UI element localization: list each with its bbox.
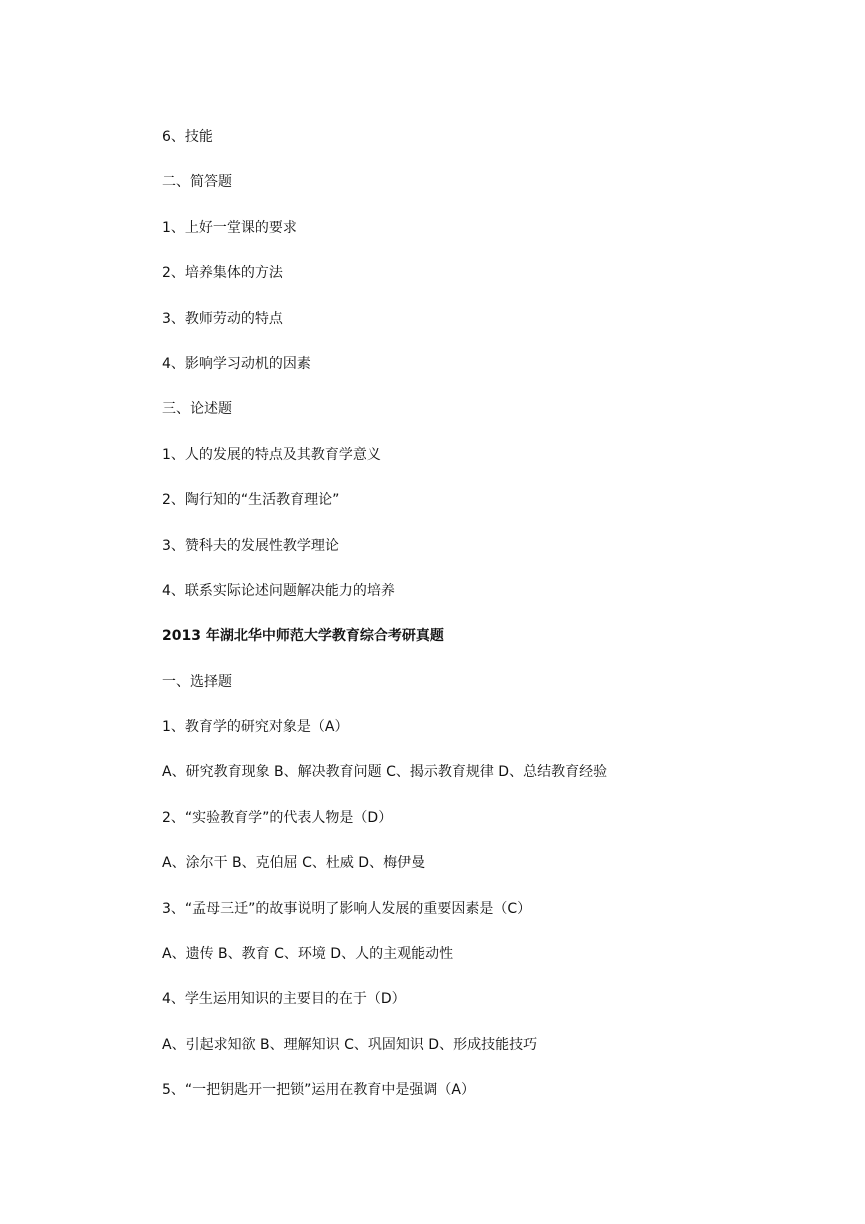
choice-options-1: A、研究教育现象 B、解决教育问题 C、揭示教育规律 D、总结教育经验	[162, 764, 608, 781]
text-line-question-3: 3、教师劳动的特点	[162, 310, 283, 327]
text-line-item-6: 6、技能	[162, 129, 213, 145]
text-line-question-2: 2、培养集体的方法	[162, 265, 283, 282]
section-heading-multiple-choice: 一、选择题	[162, 673, 232, 690]
text-line-essay-4: 4、联系实际论述问题解决能力的培养	[162, 582, 395, 599]
section-heading-short-answer: 二、简答题	[162, 174, 232, 191]
choice-options-3: A、遗传 B、教育 C、环境 D、人的主观能动性	[162, 946, 454, 963]
document-page	[162, 127, 802, 1126]
text-line-essay-2: 2、陶行知的“生活教育理论”	[162, 492, 340, 509]
text-line-question-1: 1、上好一堂课的要求	[162, 219, 297, 236]
choice-question-1: 1、教育学的研究对象是（A）	[162, 719, 349, 736]
text-line-essay-1: 1、人的发展的特点及其教育学意义	[162, 446, 381, 463]
choice-question-2: 2、“实验教育学”的代表人物是（D）	[162, 809, 393, 826]
text-line-question-4: 4、影响学习动机的因素	[162, 355, 311, 372]
section-heading-essay: 三、论述题	[162, 401, 232, 418]
choice-options-2: A、涂尔干 B、克伯屈 C、杜威 D、梅伊曼	[162, 855, 426, 872]
choice-options-4: A、引起求知欲 B、理解知识 C、巩固知识 D、形成技能技巧	[162, 1036, 538, 1053]
choice-question-5: 5、“一把钥匙开一把锁”运用在教育中是强调（A）	[162, 1082, 475, 1099]
document-title: 2013 年湖北华中师范大学教育综合考研真题	[162, 628, 444, 645]
text-line-essay-3: 3、赞科夫的发展性教学理论	[162, 537, 339, 554]
choice-question-3: 3、“孟母三迁”的故事说明了影响人发展的重要因素是（C）	[162, 900, 532, 917]
choice-question-4: 4、学生运用知识的主要目的在于（D）	[162, 991, 406, 1008]
